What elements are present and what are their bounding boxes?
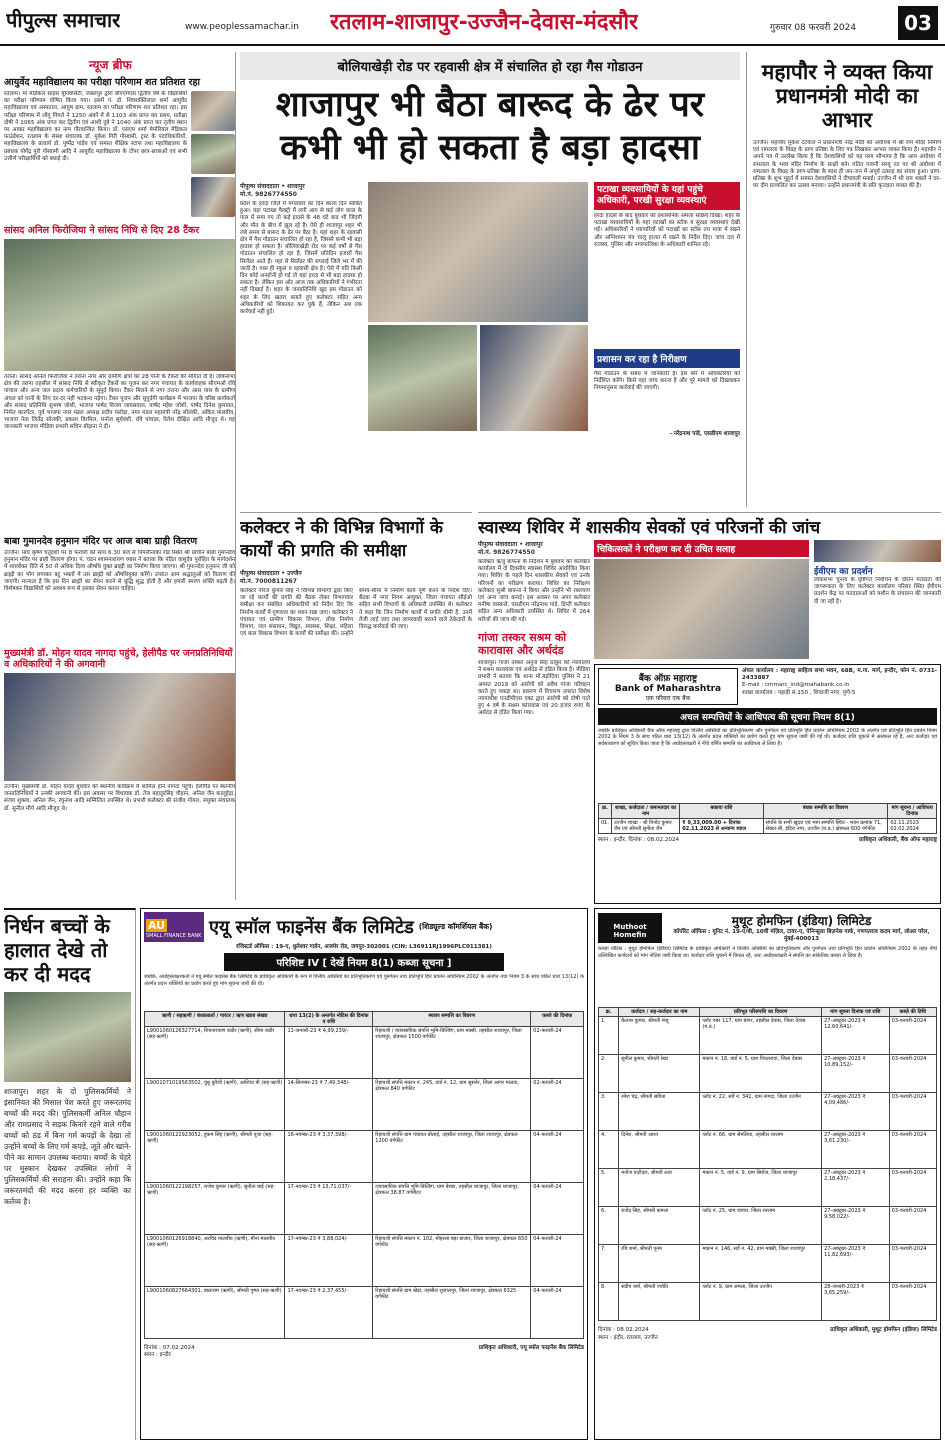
student-photo [191,177,235,217]
section-tag: न्यूज ब्रीफ [89,58,132,72]
table-cell: मकान नं. 146, सर्वे नं. 42, ग्राम मक्सी, जिला शाजापुर [700,1245,822,1283]
table-cell: 27-अक्टूबर-2023 ₹ 3,61,230/- [822,1131,890,1169]
table-row [599,1207,937,1245]
table-cell: रिहायशी संपत्ति मकान नं. 245, वार्ड नं. 12, ग्राम सुसनेर, जिला आगर मालवा, क्षेत्रफल 840 वर्गफीट [373,1079,531,1131]
table-row [599,1017,937,1055]
table-row [599,1093,937,1131]
table-cell: ₹ 9,33,009.00 + दिनांक 02.11.2023 से अन्यान्य ब्याज [680,819,763,834]
table-cell: 04-फरवरी-24 [531,1183,584,1235]
health-headline: स्वास्थ्य शिविर में शासकीय सेवकों एवं परिजनों की जांच [478,518,821,538]
table-cell: रमेश चंद्र, श्रीमती सविता [619,1093,700,1131]
table-row [145,1287,584,1339]
au-logo-text: SMALL FINANCE BANK [146,933,202,939]
table-cell: राजेंद्र सिंह, श्रीमती कमला [619,1207,700,1245]
table-cell: 03-फरवरी-2024 [889,1093,936,1131]
table-cell: 17-नवम्बर-23 ₹ 2,37,455/- [285,1287,373,1339]
collector-mobile: मो.नं. 7000811267 [240,578,297,585]
table-cell: दिनेश, श्रीमती आशा [619,1131,700,1169]
table-cell: संदीप वर्मा, श्रीमती ज्योति [619,1283,700,1321]
box-body: हरदा हादसे के बाद बुधवार को प्रशासनिक अमला सक्रिय दिखा। शहर के पटाखा व्यवसायियों के यहां पटाखों का स्टॉक व सुरक्षा व्यवस्थाएं देखी गईं। अधिकारियों ने व्यापारियों को पटाखों का स्टॉक तय मात्रा में रखने और अग्निशमन यंत्र चालू हालत में रखने के निर्देश दिए। जांच दल में राजस्व, पुलिस और नगरपालिका के अधिकारी शामिल रहे। [594,213,740,248]
evm-photo [814,540,941,562]
bom-footer-place: स्थान : इन्दौर, दिनांक : 08.02.2024 [598,837,680,843]
date: गुरुवार 08 फरवरी 2024 [770,23,857,33]
bom-footer-sign: प्राधिकृत अधिकारी, बैंक ऑफ महाराष्ट्र [859,837,937,843]
table-cell: 03-फरवरी-2024 [889,1207,936,1245]
collector-body: कलेक्टर नीरज कुमार सिंह ने विभिन्न विभागों द्वारा किए जा रहे कार्यों की प्रगति की बैठक लेकर विभागवार समीक्षा कर संबंधित अधिकारियों को निर्देश दिए कि निर्माण कार्यों में गुणवत्ता का ध्यान रखा जाए। कलेक्टर ने पंचायत एवं ग्रामीण विकास विभाग, लोक निर्माण विभाग, जल संसाधन, विद्युत, स्वास्थ्य, शिक्षा, महिला एवं बाल विकास विभाग के कार्यों की समीक्षा की। उन्होंने समय-सीमा में निर्माण कार्य पूर्ण करने के निर्देश दिए। बैठक में नगर निगम आयुक्त, जिला पंचायत सीईओ सहित सभी विभागों के अधिकारी उपस्थित थे। कलेक्टर ने कहा कि जिन निर्माण कार्यों में प्रगति धीमी है, उनमें तेजी लाई जाए तथा लापरवाही बरतने वाले ठेकेदारों के विरुद्ध कार्रवाई की जाए। [240,588,472,638]
student-photo [191,91,235,131]
table-cell: 28-जनवरी-2023 ₹ 3,65,259/- [822,1283,890,1321]
table-cell: 04-फरवरी-24 [531,1131,584,1183]
website: www.peoplessamachar.in [185,22,299,32]
table-cell: रिहायशी संपत्ति ग्राम पंचायत बोलाई, तहसील शाजापुर, जिला शाजापुर, क्षेत्रफल 1200 वर्गफीट [373,1131,531,1183]
muthoot-footer-sign: प्राधिकृत अधिकारी, मुथूट होमफिन (इंडिया) लिमिटेड [830,1327,937,1334]
table-cell: 27-अक्टूबर-2023 ₹ 10,89,152/- [822,1055,890,1093]
table-cell: 14-सितम्बर-23 ₹ 7,49,348/- [285,1079,373,1131]
table-row [599,1131,937,1169]
nirdhan-story [4,908,136,1440]
health-photo-block [594,540,809,660]
student-photo [191,134,235,174]
table-cell: 27-अक्टूबर-2023 ₹ 4,09,486/- [822,1093,890,1131]
table-cell: रिहायशी / व्यावसायिक संपत्ति भूमि-बिल्डिंग, ग्राम मक्सी, तहसील शाजापुर, जिला शाजापुर, क्षेत्रफल 1500 वर्गफीट [373,1027,531,1079]
main-story [240,52,740,507]
evm-title: ईवीएम का प्रदर्शन [814,567,873,577]
table-cell: L9001060126327714, शिवनारायण राठौर (ऋणी), सीमा राठौर (सह-ऋणी) [145,1027,285,1079]
table-cell: 5. [599,1169,619,1207]
table-header: ऋणी / सहऋणी / बंधककर्ता / गारंटर / ऋण खाता संख्या [145,1012,285,1027]
table-row [145,1183,584,1235]
bom-notice-body: जबकि प्राधिकृत अधिकारी बैंक ऑफ महाराष्ट्र द्वारा वित्तीय आस्तियों का प्रतिभूतिकरण और पुनर्गठन एवं प्रतिभूति हित प्रवर्तन अधिनियम 2002 के अंतर्गत एवं प्रतिभूति हित प्रवर्तन नियम 2002 के नियम 3 के साथ पठित धारा 13(12) के अंतर्गत प्रदत्त शक्तियों का प्रयोग करते हुए मांग सूचना जारी की गई थी। कर्जदार राशि चुकाने में असफल रहे हैं, अतः कर्जदार एवं सर्वसाधारण को सूचित किया जाता है कि अधोहस्ताक्षरी ने नीचे वर्णित सम्पत्ति का आधिपत्य ले लिया है। [598,728,937,747]
nirdhan-headline: निर्धन बच्चों के हालात देखे तो कर दी मदद [4,914,110,986]
table-cell: 16-नवम्बर-23 ₹ 3,37,398/- [285,1131,373,1183]
main-mobile: मो.नं. 9826774550 [240,191,297,198]
bom-name-hi: बैंक ऑफ़ महाराष्ट्र [638,674,698,684]
brief-text-4: उज्जैन। मुख्यमंत्री डॉ. मोहन यादव बुधवार को स्थानीय कार्यक्रम में शामिल होने नागदा पहुंचे। हेलीपैड पर स्थानीय जनप्रतिनिधियों ने उनकी अगवानी की। इस अवसर पर विधायक डॉ. तेज बहादुरसिंह चौहान, अनिल जैन कालूहेड़ा, संजय शुक्ला, अनिल जैन, रघुनाथ आदि सम्मिलित उपस्थित थे। प्रभारी कलेक्टर श्री संजीव गोयल, संयुक्त संचालक डॉ. सुनील मौर्य आदि मौजूद थे। [4,784,235,812]
table-cell: रिहायशी संपत्ति ग्राम खेड़ा, तहसील शुजालपुर, जिला शाजापुर, क्षेत्रफल 6325 वर्गफीट [373,1287,531,1339]
au-footer-place: स्थान : इन्दौर [144,1352,171,1359]
au-notice [140,908,588,1440]
ganja-body: शाजापुर। गांजा तस्कर अनुज सिंह ठाकुर को न्यायालय ने सश्रम कारावास एवं अर्थदंड से दंडित किया है। मीडिया प्रभारी ने बताया कि थाना मो.बड़ोदिया पुलिस ने 21 अगस्त 2019 को आरोपी को अवैध गांजा परिवहन करते हुए पकड़ा था। प्रकरण में विचारण उपरांत विशेष न्यायाधीश एनडीपीएस एक्ट द्वारा आरोपी को दोषी पाते हुए 4 वर्ष के सश्रम कारावास एवं 20 हजार रुपए के अर्थदंड से दंडित किया गया। [478,660,590,717]
evm-block [814,540,941,660]
table-cell: प्लॉट नं. 9, ग्राम अमला, जिला उज्जैन [700,1283,822,1321]
table-cell: 1. [599,1017,619,1055]
table-cell: 03-फरवरी-2024 [889,1245,936,1283]
muthoot-table [598,1007,937,1321]
table-cell: मनोज पाटीदार, श्रीमती लता [619,1169,700,1207]
au-address: रजिस्टर्ड ऑफिस : 19-ए, धुलेश्वर गार्डन, अजमेर रोड, जयपुर-302001 (CIN: L36911RJ1996PLC011381) [236,944,492,950]
godown-photo [368,182,588,322]
brief-headline-3: बाबा गुमानदेव हनुमान मंदिर पर आज बाबा ग्राही वितरण [4,536,198,547]
edition-title: रतलाम-शाजापुर-उज्जैन-देवास-मंदसौर [330,10,639,35]
collector-story [240,512,472,904]
table-cell: संपत्ति के सभी खुदरा एवं भाग सम्पत्ति स्थित - भवन क्रमांक 71, सेक्टर-बी, इंदिरा नगर, उज्जैन (म.प्र.) क्षेत्रफल 600 वर्गफीट [763,819,888,834]
box2-sign: - नरेंद्रनाथ पांडे, एसडीएम शाजापुर [669,431,740,437]
table-cell: 02-फरवरी-24 [531,1079,584,1131]
health-mobile: मो.नं. 9826774550 [478,549,535,556]
table-row [599,1283,937,1321]
table-header: कर्जदार / सह-कर्जदार का नाम [619,1008,700,1017]
table-cell: 8. [599,1283,619,1321]
table-cell: 04-फरवरी-24 [531,1235,584,1287]
table-header: कब्ज़े की तिथि [889,1008,936,1017]
au-table [144,1011,584,1339]
au-logo-mark: AU [148,919,166,932]
table-cell: 01. [599,819,612,834]
table-cell: 03-फरवरी-2024 [889,1283,936,1321]
table-cell: सुनील कुमार, श्रीमती रेखा [619,1055,700,1093]
au-title: एयू स्मॉल फाइनेंस बैंक लिमिटेड [209,917,414,938]
health-photo-caption: चिकित्सकों ने परीक्षण कर दी उचित सलाह [594,540,809,557]
table-row [599,819,937,834]
cm-photo [4,673,236,781]
table-cell: रिहायशी संपत्ति मकान नं. 102, मोहल्ला बड़ा बाजार, जिला शाजापुर, क्षेत्रफल 650 वर्गफीट [373,1235,531,1287]
table-cell: प्लॉट नं. 25, ग्राम जावरा, जिला रतलाम [700,1207,822,1245]
table-cell: L9001060122198257, राजेश कुमार (ऋणी), सुनीता बाई (सह-ऋणी) [145,1183,285,1235]
table-cell: 27-अक्टूबर-2023 ₹ 12,60,641/- [822,1017,890,1055]
table-header: शाखा, कर्जदाता / जमानतदार का नाम [611,804,679,819]
table-row [599,1169,937,1207]
table-cell: L9001060827664301, बालाराम (ऋणी), श्रीमती पुष्पा (सह-ऋणी) [145,1287,285,1339]
table-cell: L9001071019563502, चुन्नू कुरैशी (ऋणी), आशिया बी (सह-ऋणी) [145,1079,285,1131]
bom-table [598,803,937,834]
table-header: बंधक सम्पत्ति का विवरण [763,804,888,819]
au-notice-body: जबकि, अधोहस्ताक्षरकर्ता ने एयू स्मॉल फाइनेंस बैंक लिमिटेड के प्राधिकृत अधिकारी के रूप में वित्तीय आस्तियों का प्रतिभूतिकरण एवं पुनर्गठन तथा प्रतिभूति हित प्रवर्तन अधिनियम 2002 के अंतर्गत तथा नियम 3 के साथ पठित धारा 13(12) के अंतर्गत प्रदत्त शक्तियों का प्रयोग करते हुए मांग सूचना जारी की थी। [144,974,584,987]
page-number: 03 [898,6,938,40]
brief-headline-2: सांसद अनिल फिरोजिया ने सांसद निधि से दिए 28 टैंकर [4,225,200,236]
table-header: क्र. [599,804,612,819]
table-cell: 04-फरवरी-24 [531,1287,584,1339]
muthoot-footer-place: स्थान : इंदौर, रतलाम, उज्जैन [598,1334,658,1341]
table-cell: मकान नं. 18, वार्ड नं. 5, ग्राम पिपलरावां, जिला देवास [700,1055,822,1093]
mayor-story [746,52,941,507]
table-cell: मकान नं. 5, वार्ड नं. 9, ग्राम सिरोंज, जिला शाजापुर [700,1169,822,1207]
muthoot-logo: Muthoot Homefin [598,913,662,943]
brief-text-2: तराना। सांसद अनिल फिरोजिया ने तराना नगर और ग्रामीण क्षेत्रों को 28 पानी के टैंकरों की सौगात दी है। लोकसभा क्षेत्र की तराना तहसील में सांसद निधि से स्वीकृत टैंकरों का पूजन कर नगर पंचायत के कार्यवाहक सीएमओ रवि पांचाल और अन्य जल प्रदाय कर्मचारियों के सुपुर्द किया। टैंकर मिलने से नगर तराना और आस पास के ग्रामीण अंचल को पानी के लिए दर-दर नहीं भटकना पड़ेगा। टैंकर पूजन और सुपुर्दगी कार्यक्रम में भाजपा के वरिष्ठ कार्यकर्ता और सांसद प्रतिनिधि सुभाष जोशी, भाजपा पार्षद विजय जायसवाल, पार्षद महेश जोशी, पार्षद दिनेश कुमावत, निर्मल कारपेंटर, पूर्व भाजपा नगर मंडल अध्यक्ष प्रदीप पलोड़ा, नगर मंडल महामंत्री नरेंद्र सोलंकी, अंकित मालवीय, भाजपा नेता जितेंद्र सोलंकी, प्रकाश विरमिल, मनोज सूर्यवंशी, रवि पांचाल, रितेश दीक्षित आदि मौजूद थे। यह जानकारी भाजपा मीडिया प्रभारी सचिन बोड़ाना ने दी। [4,374,235,431]
table-row [145,1027,584,1079]
table-cell: 2. [599,1055,619,1093]
table-cell: 11-जनवरी-23 ₹ 4,99,239/- [285,1027,373,1079]
table-cell: प्लॉट नं. 66, ग्राम सेमलिया, तहसील रतलाम [700,1131,822,1169]
children-photo [4,992,131,1082]
table-row [145,1235,584,1287]
table-cell: रवि शर्मा, श्रीमती पूनम [619,1245,700,1283]
collector-headline: कलेक्टर ने की विभिन्न विभागों के कार्यों की प्रगति की समीक्षा [240,518,443,561]
ganja-headline: गांजा तस्कर सश्रम को कारावास और अर्थदंड [478,631,567,657]
bom-name-en: Bank of Maharashtra [614,684,722,694]
health-byline: पीपुल्स संवाददाता • शाजापुर [478,541,543,548]
main-headline: शाजापुर भी बैठा बारूद के ढेर पर कभी भी हो सकता है बड़ा हादसा [275,85,705,168]
inspection-photo [480,325,589,431]
table-cell: L9001060122923052, हुकम सिंह (ऋणी), श्रीमती पूजा (सह-ऋणी) [145,1131,285,1183]
news-brief-column [4,52,236,900]
health-camp-photo [594,559,809,659]
table-cell: 02.11.2023 02.02.2024 [888,819,937,834]
table-cell: प्लॉट नं. 22, सर्वे नं. 341, ग्राम नागदा, जिला उज्जैन [700,1093,822,1131]
table-row [599,1245,937,1283]
table-cell: उज्जैन शाखा - श्री विनोद कुमार जैन एवं श्रीमती सुनीता जैन [611,819,679,834]
nirdhan-body: शाजापुर। शहर के दो पुलिसकर्मियों ने इंसानियत की मिसाल पेश करते हुए जरूरतमंद बच्चों की मदद की। पुलिसकर्मी अनिल चौहान और रामप्रसाद ने सड़क किनारे रहने वाले गरीब बच्चों को ठंड में बिना गर्म कपड़ों के देखा तो उन्होंने बच्चों के लिए गर्म कपड़े, जूते और खाने-पीने का सामान उपलब्ध कराया। बच्चों के चेहरे पर मुस्कान देखकर उपस्थित लोगों ने पुलिसकर्मियों की सराहना की। उन्होंने कहा कि जरूरतमंदों की मदद करना हर व्यक्ति का कर्तव्य है। [4,1087,131,1206]
table-header: मांग सूचना दिनांक एवं राशि [822,1008,890,1017]
masthead [0,0,945,46]
tankers-photo [4,239,236,371]
muthoot-office: कॉर्पोरेट ऑफिस : यूनिट नं. 19-ए/बी, 10वीं मंज़िल, टावर-ए, पेनिन्सुला बिज़नेस पार्क, गणपतराव कदम मार्ग, लोअर परेल, मुंबई-400013 [673,929,930,943]
bom-notice [594,664,941,904]
main-byline: पीपुल्स संवाददाता • शाजापुर [240,183,305,190]
table-cell: 4. [599,1131,619,1169]
table-cell: 27-अक्टूबर-2023 ₹ 9,58,022/- [822,1207,890,1245]
bom-branch: शाखा कार्यालय : पहाड़ी सं.150 , शिवाजी नगर, पुणे-5 [742,689,856,696]
bom-tagline: एक परिवार एक बैंक [645,695,691,702]
table-header: बकाया राशि [680,804,763,819]
table-cell: L9001060126918840, अरविंद मालवीय (ऋणी), मीना मालवीय (सह-ऋणी) [145,1235,285,1287]
table-cell: 02-फरवरी-24 [531,1027,584,1079]
table-cell: कैलाश कुमार, श्रीमती मंजू [619,1017,700,1055]
muthoot-notice [594,908,941,1440]
table-row [599,1055,937,1093]
au-logo [144,912,204,942]
au-notice-title: परिशिष्ट IV [ देखें नियम 8(1) कब्जा सूचना ] [224,953,504,971]
table-cell: 03-फरवरी-2024 [889,1017,936,1055]
au-subtitle: (शिड्यूल्ड कॉमर्शियल बैंक) [418,922,493,931]
table-header: क्र. [599,1008,619,1017]
muthoot-footer-date: दिनांक : 08.02.2024 [598,1327,649,1334]
bom-notice-title: अचल सम्पत्तियों के आधिपत्य की सूचना नियम 8(1) [598,708,937,725]
table-cell: 27-अक्टूबर-2023 ₹ 11,82,693/- [822,1245,890,1283]
table-cell: 7. [599,1245,619,1283]
muthoot-title: मुथूट होमफिन (इंडिया) लिमिटेड [731,914,872,928]
health-text-column [478,540,590,900]
table-header: स्थावर सम्पत्ति का विवरण [373,1012,531,1027]
mayor-headline: महापौर ने व्यक्त किया प्रधानमंत्री मोदी का आभार [761,60,933,132]
table-cell: 03-फरवरी-2024 [889,1131,936,1169]
muthoot-notice-body: कब्ज़ा नोटिस : मुथूट होमफिन (इंडिया) लिमिटेड के प्राधिकृत अधिकारी ने वित्तीय आस्तियों का प्रतिभूतिकरण और पुनर्गठन तथा प्रतिभूति हित प्रवर्तन अधिनियम 2002 के तहत नीचे उल्लिखित कर्जदारों को मांग नोटिस जारी किया था। कर्जदार राशि चुकाने में विफल रहे, अतः अधोहस्ताक्षरी ने संपत्ति का सांकेतिक कब्ज़ा ले लिया है। [598,946,937,959]
table-cell: व्यावसायिक संपत्ति भूमि-बिल्डिंग, ग्राम बेरछा, तहसील शाजापुर, जिला शाजापुर, क्षेत्रफल 38.87 वर्गमीटर [373,1183,531,1235]
bom-office: अंचल कार्यालय : महाराष्ट्र साहित्य सभा भवन, 68B, म.गा. मार्ग, इन्दौर, फोन नं. 0731-2433887 [742,668,937,682]
brief-text-3: उज्जैन। माघ कृष्ण चतुर्दशी पर 8 फरवरी को सायं 6.30 बजे से पिपलीनाका रोड स्थित श्री प्राचीन बाबा गुमानदेव हनुमान मंदिर पर ब्राही वितरण होगा। पं. चंदन श्यामनारायण व्यास ने बताया कि पंडित वासुदेव पुरोहित के मार्गदर्शन में शास्त्रोक्त रीति से 50 से अधिक दिव्य औषधि युक्त ब्राह्मी का निर्माण किया जाएगा। श्री गुमानदेव हनुमान जी को ब्राह्मी का भोग लगाकर बटु भक्तों में उस ब्राह्मी को औषधियुक्त करेंगे। उपरांत आम श्रद्धालुओं को वितरण की जाएगी। मान्यता है कि इस दिन ब्राह्मी का सेवन करने से बुद्धि शुद्ध होती है और हमारी स्मरण शक्ति बढ़ती है। विशेषकर विद्यार्थियों को अवश्य रूप से इसका सेवन करना चाहिए। [4,550,235,593]
table-cell: 3. [599,1093,619,1131]
au-footer-sign: प्राधिकृत अधिकारी, एयू स्मॉल फाइनेंस बैंक लिमिटेड [478,1345,584,1352]
mayor-body: उज्जैन। महापौर मुकेश टटवाल ने प्रधानमंत्री नरेंद्र मोदी को अयोध्या में श्री राम मंदिर निर्माण एवं रामलला के विग्रह के प्राण प्रतिष्ठा के लिए पत्र लिखकर आभार व्यक्त किया है। महापौर ने अपने पत्र में उल्लेख किया है कि देशवासियों को यह परम सौभाग्य है कि आप अयोध्या में रामलला के भव्य मंदिर निर्माण के साक्षी बने। पतित पावनी सरयू तट पर श्री अयोध्या में रामलला के विग्रह के प्राण-प्रतिष्ठा के साथ ही जन-जन में अपूर्व उत्साह का संचार हुआ। प्राण-प्रतिष्ठा के शुभ मुहूर्त में समस्त देशवासियों ने दीपावली मनाई। उज्जैन में भी राम भक्तों ने घर-घर दीप प्रज्वलित कर उत्सव मनाया। उन्होंने प्रधानमंत्री के प्रति कृतज्ञता व्यक्त की है। [753,140,941,190]
main-body: प्रदेश के हरदा जिले में मंगलवार का दिन काला दिन साबित हुआ। यहां पटाखा फैक्ट्री में लगी आग से कई लोग काल के गाल में समा गए तो कई हादसे के 48 घंटे बाद भी जिंदगी और मौत के बीच में झूल रहे हैं। ऐसे ही शाजापुर शहर भी लंबे समय से बारूद के ढेर पर बैठा है। यहां शहर के रहवासी क्षेत्र में गैस गोडाउन संचालित हो रहा है, जिससे कभी भी बड़ा हादसा हो सकता है। बोलियाखेड़ी रोड पर कई वर्षों से गैस गोडाउन संचालित हो रहा है, जिसमें प्रतिदिन हजारों गैस सिलेंडर आते हैं। यहां से सिलेंडर की सप्लाई जिले भर में की जाती है। पास ही स्कूल व रहवासी क्षेत्र है। ऐसे में यदि किसी दिन कोई अनहोनी हो गई तो यहां हरदा से भी बड़ा हादसा हो सकता है। लेकिन इस ओर आज तक अधिकारियों ने गंभीरता नहीं दिखाई है। शहर के जनप्रतिनिधि खुद इस गोडाउन को शहर के लिए खतरा बताते हुए कलेक्टर सहित अन्य अधिकारियों को शिकायत कर चुके हैं, लेकिन अब तक कार्रवाई नहीं हुई। [240,201,362,316]
main-kicker: बोलियाखेड़ी रोड पर रहवासी क्षेत्र में संचालित हो रहा गैस गोडाउन [240,52,740,80]
table-header: धारा 13(2) के अन्तर्गत नोटिस की दिनांक व राशि [285,1012,373,1027]
table-cell: 27-अक्टूबर-2023 ₹ 2,18,437/- [822,1169,890,1207]
table-row [145,1131,584,1183]
box2-body: गैस गोडाउन के संबंध में जानकारी है। इस बारे में अधिकारियों को निर्देशित करेंगे। किसे वहां जांच करना है और पूरे मामले को दिखवाकर नियमानुसार कार्रवाई की जाएगी। [594,371,740,392]
collector-byline: पीपुल्स संवाददाता • उज्जैन [240,570,302,577]
brief-headline-4: मुख्यमंत्री डॉ. मोहन यादव नागदा पहुंचे, हेलीपैड पर जनप्रतिनिधियों व अधिकारियों ने की अगवानी [4,648,233,670]
bom-email: E-mail : cmmarc_ind@mahabank.co.in [742,682,850,689]
evm-body: लोकसभा चुनाव के दृष्टिगत निर्वाचन के दौरान मतदाता की जागरूकता के लिए कलेक्टर कार्यालय परिसर स्थित ईवीएम प्रदर्शन केंद्र पर मतदाताओं को मशीन के संचालन की जानकारी दी जा रही है। [814,577,941,605]
table-header: कब्जे की दिनांक [531,1012,584,1027]
table-header: मांग सूचना / आधिपत्य दिनांक [888,804,937,819]
table-header: प्रतिभूत परिसंपत्ति का विवरण [700,1008,822,1017]
au-footer-date: दिनांक : 07.02.2024 [144,1345,195,1352]
box-title: पटाखा व्यवसायियों के यहां पहुंचे अधिकारी, परखी सुरक्षा व्यवस्थाएं [594,182,740,210]
brief-headline-1: आयुर्वेद महाविद्यालय का परीक्षा परिणाम शत प्रतिशत रहा [4,77,200,88]
table-cell: 6. [599,1207,619,1245]
box2-title: प्रशासन कर रहा है निरीक्षण [594,349,740,368]
table-cell: 17-नवम्बर-23 ₹ 3,88,024/- [285,1235,373,1287]
health-body: कलेक्टर ऋजु बाफना के निर्देशन में बुधवार को कलेक्टर कार्यालय में दो दिवसीय स्वास्थ्य शिविर आयोजित किया गया। शिविर के पहले दिन शासकीय सेवकों एवं उनके परिजनों का परीक्षण कराया। शिविर का निरीक्षण कलेक्टर सुश्री बाफना ने किया और उन्होंने भी रक्तचाप एवं अन्य जांच कराई। इस अवसर पर अपर कलेक्टर मनीषा वास्कले, एसडीएम नरेंद्रनाथ पांडे, डिप्टी कलेक्टर सहित अन्य अधिकारी उपस्थित थे। शिविर में 264 मरीजों की जांच की गई। [478,559,590,623]
table-cell: प्लॉट नंबर 117, ग्राम बांगर, तहसील देवास, जिला देवास (म.प्र.) [700,1017,822,1055]
table-row [145,1079,584,1131]
brief-text-1: रतलाम। मां मेडिकल साइंस यूनिवर्सिटी, जबलपुर द्वारा बीएएमएस द्वितीय वर्ष के विद्यार्थियों का परीक्षा परिणाम घोषित किया गया। इसमें पं. डॉ. शिवशक्तिलाल शर्मा आयुर्वेद महाविद्यालय एवं अस्पताल, आयुष ग्राम, रतलाम का परीक्षा परिणाम शत प्रतिशत रहा। इस परीक्षा परिणाम में लोंगु पिंगले ने 1250 अंकों में से 1103 अंक प्राप्त कर प्रथम, प्रतीक्षा दोषी ने 1065 अंक प्राप्त कर द्वितीय एवं आशी दुबे ने 1040 अंक प्राप्त कर तृतीय स्थान पर आकर महाविद्यालय का नाम गौरवान्वित किया। डॉ. एसएम शर्मा मेमोरियल मेडिकल फाउंडेशन, रतलाम के संस्था संचालक डॉ. मुकेश गिरी गोस्वामी, ट्रस्ट के पदाधिकारियों, महाविद्यालय के प्राचार्य डॉ. पुष्पेंद्र पांडेय एवं समस्त शैक्षिक स्टाफ तथा महाविद्यालय के प्रबंधक योगेंद्र पुरी गोस्वामी आदि ने आयुर्वेद महाविद्यालय के टॉपर छात्र-छात्राओं एवं सभी उत्तीर्ण परीक्षार्थियों को बधाई दी। [4,91,187,162]
logo: पीपुल्स समाचार [6,8,121,32]
table-cell: 17-नवम्बर-23 ₹ 13,71,037/- [285,1183,373,1235]
table-cell: 03-फरवरी-2024 [889,1055,936,1093]
bom-logo-block [598,668,738,705]
inspection-photo [368,325,477,431]
table-cell: 03-फरवरी-2024 [889,1169,936,1207]
